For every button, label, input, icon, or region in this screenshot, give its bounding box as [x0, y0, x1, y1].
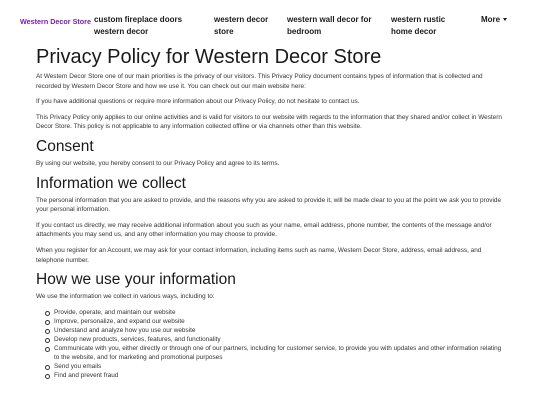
nav-link-western-wall-decor[interactable]: western wall decor for bedroom: [287, 15, 372, 36]
page-title: Privacy Policy for Western Decor Store: [36, 46, 382, 68]
intro-paragraph: At Western Decor Store one of our main priorities is the privacy of our visitors. This Privacy Policy document contains types of information that is collected and recorded by Western Decor Store and how we use it. You can check out our main website here:: [36, 73, 483, 90]
list-item: Send you emails: [44, 362, 504, 371]
caret-down-icon: [503, 18, 507, 21]
brand-link[interactable]: Western Decor Store: [20, 17, 91, 26]
nav-link-western-rustic-home-decor[interactable]: western rustic home decor: [391, 15, 446, 36]
list-item: Find and prevent fraud: [44, 371, 504, 380]
more-label: More: [481, 15, 501, 24]
nav-link-custom-fireplace-doors[interactable]: custom fireplace doors western decor: [94, 15, 183, 36]
nav-link-western-decor-store[interactable]: western decor store: [214, 15, 269, 36]
consent-paragraph: By using our website, you hereby consent to our Privacy Policy and agree to its terms.: [36, 159, 280, 167]
list-item: Improve, personalize, and expand our website: [44, 317, 504, 326]
consent-heading: Consent: [36, 137, 94, 155]
list-item: Provide, operate, and maintain our website: [44, 308, 504, 317]
information-collect-paragraph: When you register for an Account, we may ask for your contact information, including items such as name, Western Decor Store, address, email address, and telephone number.: [36, 246, 482, 264]
information-use-list: [44, 308, 504, 380]
information-collect-paragraph: The personal information that you are asked to provide, and the reasons why you are asked to provide it, will be made clear to you at the point we ask you to provide your personal information.: [36, 196, 502, 214]
navbar: [0, 0, 540, 40]
intro-paragraph: This Privacy Policy only applies to our online activities and is valid for visitors to our website with regards to the information that they shared and/or collect in Western Decor Store. This policy is not applicable to any information collected offline or via channels other than this website.: [36, 113, 502, 131]
information-use-intro: We use the information we collect in various ways, including to:: [36, 293, 215, 301]
information-collect-heading: Information we collect: [36, 174, 186, 192]
main-content: [36, 45, 504, 380]
intro-paragraph: If you have additional questions or require more information about our Privacy Policy, do not hesitate to contact us.: [36, 98, 360, 106]
list-item: Understand and analyze how you use our website: [44, 326, 504, 335]
more-dropdown-toggle[interactable]: [481, 14, 507, 26]
information-use-heading: How we use your information: [36, 271, 236, 289]
information-collect-paragraph: If you contact us directly, we may receive additional information about you such as your name, email address, phone number, the contents of the message and/or attachments you may send us, and any other information you may choose to provide.: [36, 221, 492, 239]
list-item: Develop new products, services, features, and functionality: [44, 335, 504, 344]
list-item: Communicate with you, either directly or through one of our partners, including for customer service, to provide you with updates and other information relating to the website, and for marketing and promotional purposes: [44, 344, 504, 362]
